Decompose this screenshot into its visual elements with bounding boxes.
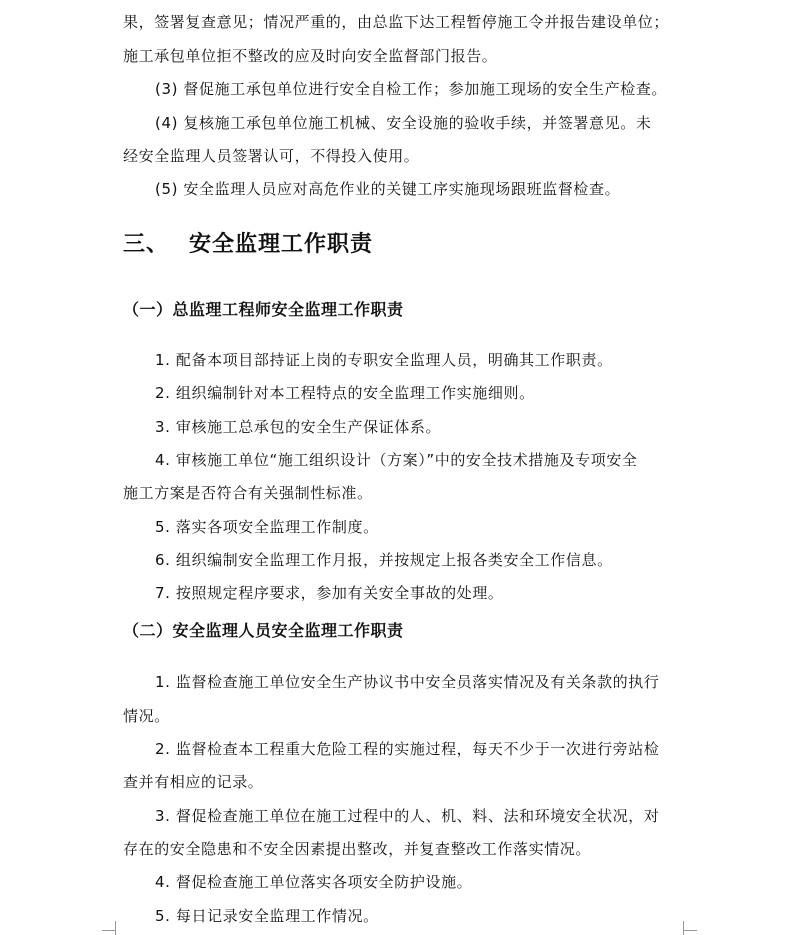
list-item-continuation: 施工方案是否符合有关强制性标准。 [123,484,373,502]
list-item: 5. 落实各项安全监理工作制度。 [155,518,379,536]
body-text-line: 果，签署复查意见；情况严重的，由总监下达工程暂停施工令并报告建设单位； [123,13,670,31]
list-item-continuation: 存在的安全隐患和不安全因素提出整改，并复查整改工作落实情况。 [123,840,592,858]
list-item: 4. 督促检查施工单位落实各项安全防护设施。 [155,873,473,891]
section-heading [123,230,373,258]
section-title: 安全监理工作职责 [189,231,374,257]
list-item: 1. 监督检查施工单位安全生产协议书中安全员落实情况及有关条款的执行 [155,673,660,691]
subsection-heading: （一）总监理工程师安全监理工作职责 [123,300,404,319]
section-number: 三、 [123,231,170,257]
subsection-heading: （二）安全监理人员安全监理工作职责 [123,621,404,640]
body-text-line: 施工承包单位拒不整改的应及时向安全监督部门报告。 [123,47,498,65]
list-item: (4) 复核施工承包单位施工机械、安全设施的验收手续，并签署意见。未 [155,114,652,132]
page-corner-mark [102,930,116,931]
list-item: 3. 审核施工总承包的安全生产保证体系。 [155,418,442,436]
list-item: 3. 督促检查施工单位在施工过程中的人、机、料、法和环境安全状况，对 [155,807,660,825]
list-item: 2. 监督检查本工程重大危险工程的实施过程，每天不少于一次进行旁站检 [155,740,660,758]
list-item: 2. 组织编制针对本工程特点的安全监理工作实施细则。 [155,384,535,402]
list-item: 6. 组织编制安全监理工作月报，并按规定上报各类安全工作信息。 [155,551,613,569]
list-item: 5. 每日记录安全监理工作情况。 [155,907,379,925]
list-item: (3) 督促施工承包单位进行安全自检工作；参加施工现场的安全生产检查。 [155,80,668,98]
page-corner-mark [683,930,697,931]
list-item: (5) 安全监理人员应对高危作业的关键工序实施现场跟班监督检查。 [155,180,621,198]
list-item-continuation: 情况。 [123,707,170,725]
page-corner-mark [115,921,116,935]
list-item: 7. 按照规定程序要求，参加有关安全事故的处理。 [155,584,504,602]
list-item: 1. 配备本项目部持证上岗的专职安全监理人员，明确其工作职责。 [155,351,613,369]
list-item: 4. 审核施工单位“施工组织设计（方案）”中的安全技术措施及专项安全 [155,451,638,469]
list-item-continuation: 经安全监理人员签署认可，不得投入使用。 [123,147,420,165]
list-item-continuation: 查并有相应的记录。 [123,773,264,791]
